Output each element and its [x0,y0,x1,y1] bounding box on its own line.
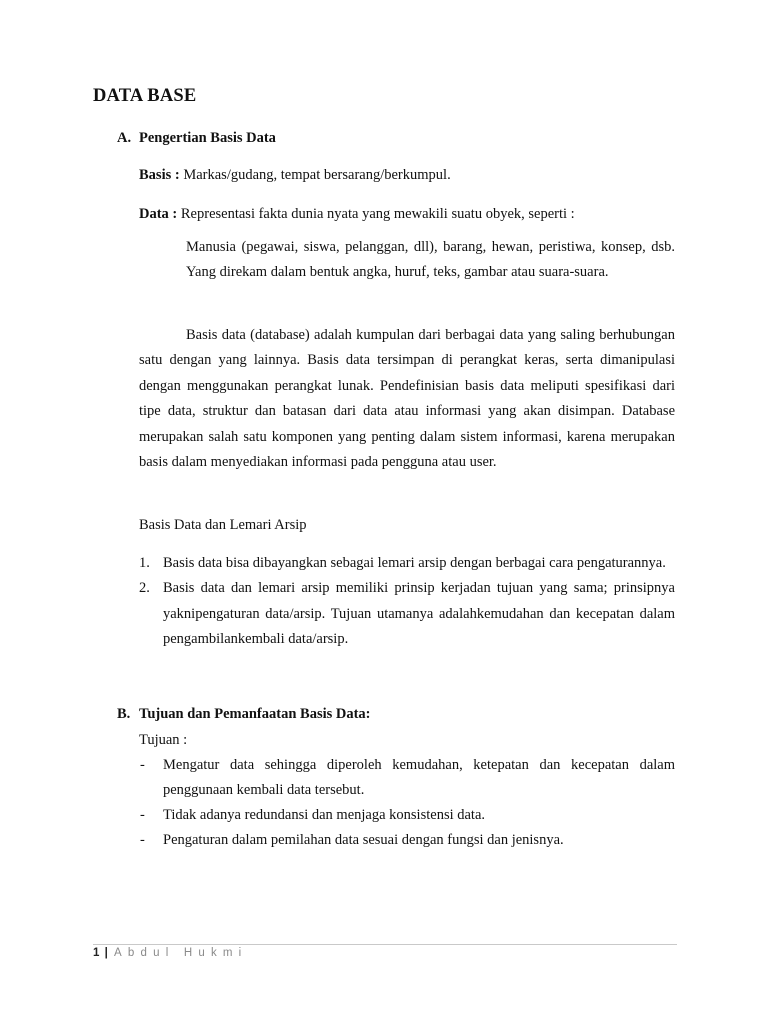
section-a-marker: A. [117,130,132,146]
section-b-title: Tujuan dan Pemanfaatan Basis Data: [139,706,371,722]
list-item-text: Basis data bisa dibayangkan sebagai lemari arsip dengan berbagai cara pengaturannya. [163,555,666,571]
data-examples: Manusia (pegawai, siswa, pelanggan, dll), barang, hewan, peristiwa, konsep, dsb. Yang direkam dalam bentuk angka, huruf, teks, gambar atau suara-suara. [186,239,675,281]
footer-author: Abdul Hukmi [114,947,248,959]
tujuan-list [139,753,675,853]
list-item [139,753,675,803]
arsip-list [139,551,675,653]
page-footer [93,947,247,959]
section-b-heading [117,706,371,723]
page-number: 1 [93,947,100,959]
dash-bullet: - [140,832,145,848]
tujuan-label: Tujuan : [139,732,188,748]
list-item-text: Tidak adanya redundansi dan menjaga konsistensi data. [163,807,486,823]
subheading-lemari-arsip: Basis Data dan Lemari Arsip [139,517,307,533]
dash-bullet: - [140,807,145,823]
basis-def-text: Markas/gudang, tempat bersarang/berkumpul. [183,167,451,183]
data-term: Data : [139,206,178,222]
list-item-number: 1. [139,555,150,571]
list-item-text: Mengatur data sehingga diperoleh kemudahan, ketepatan dan kecepatan dalam penggunaan kembali data tersebut. [163,757,675,798]
list-item [139,576,675,652]
dash-bullet: - [140,757,145,773]
list-item [139,828,675,853]
list-item-text: Pengaturan dalam pemilahan data sesuai dengan fungsi dan jenisnya. [163,832,564,848]
database-paragraph: Basis data (database) adalah kumpulan dari berbagai data yang saling berhubungan satu dengan yang lainnya. Basis data tersimpan di perangkat keras, serta dimanipulasi dengan menggunakan perangkat lunak. Pendefinisian basis data meliputi spesifikasi dari tipe data, struktur dan batasan dari data atau informasi yang akan disimpan. Database merupakan salah satu komponen yang penting dalam sistem informasi, karena merupakan basis dalam menyediakan informasi pada pengguna atau user. [139,327,675,471]
section-a-title: Pengertian Basis Data [139,130,276,146]
list-item [139,551,675,576]
footer-separator: | [104,947,108,959]
data-def-text: Representasi fakta dunia nyata yang mewakili suatu obyek, seperti : [180,206,575,222]
data-definition [139,205,575,223]
basis-term: Basis : [139,167,180,183]
document-title: DATA BASE [93,86,197,106]
footer-divider [93,944,677,945]
list-item-text: Basis data dan lemari arsip memiliki prinsip kerjadan tujuan yang sama; prinsipnya yaknipengaturan data/arsip. Tujuan utamanya adalahkemudahan dan kecepatan dalam pengambilankembali data/arsip. [163,580,675,648]
basis-definition [139,166,451,184]
section-a-heading [117,130,276,147]
list-item [139,803,675,828]
list-item-number: 2. [139,580,150,597]
section-b-marker: B. [117,706,131,722]
